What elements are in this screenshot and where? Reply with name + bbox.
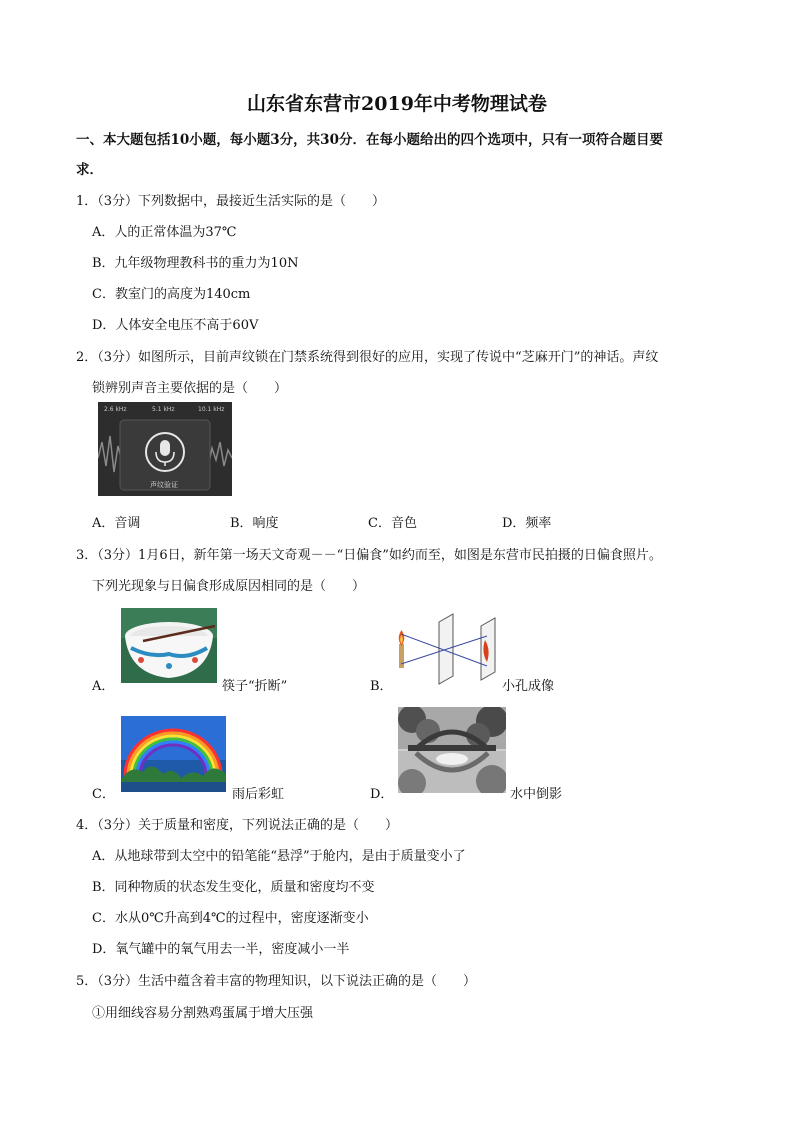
water-reflection-image: [398, 707, 506, 793]
q3-option-d-caption: 水中倒影: [510, 787, 563, 802]
q2-option-b: B．响度: [230, 516, 279, 531]
page-title: 山东省东营市2019年中考物理试卷: [247, 93, 547, 115]
question-4-stem: 4．（3分）关于质量和密度，下列说法正确的是（ ）: [76, 818, 399, 833]
voiceprint-lock-image: [98, 402, 232, 496]
image-label-verify: 声纹验证: [150, 481, 178, 489]
q2-option-c: C．音色: [368, 516, 417, 531]
q4-option-b: B．同种物质的状态发生变化，质量和密度均不变: [92, 880, 375, 895]
q1-option-c: C．教室门的高度为140cm: [92, 287, 251, 302]
question-3-stem-line2: 下列光现象与日偏食形成原因相同的是（ ）: [92, 579, 366, 594]
q3-option-d-letter: D．: [370, 787, 394, 802]
q1-option-b: B．九年级物理教科书的重力为10N: [92, 256, 299, 271]
q3-option-b-letter: B．: [370, 679, 393, 694]
q4-option-a: A．从地球带到太空中的铅笔能“悬浮”于舱内，是由于质量变小了: [92, 849, 466, 864]
rainbow-image: [121, 716, 226, 792]
image-label-freq3: 10.1 kHz: [198, 406, 225, 413]
image-label-freq2: 5.1 kHz: [152, 406, 175, 413]
q1-option-a: A．人的正常体温为37℃: [92, 225, 237, 240]
section-heading-line2: 求．: [76, 162, 103, 178]
q3-option-b-caption: 小孔成像: [502, 679, 555, 694]
bowl-illustration: [121, 608, 217, 683]
q3-option-a-caption: 筷子“折断”: [222, 679, 288, 694]
q2-option-a: A．音调: [92, 516, 141, 531]
q3-option-c-letter: C．: [92, 787, 115, 802]
chopstick-bowl-image: [121, 608, 217, 683]
q2-option-d: D．频率: [502, 516, 552, 531]
q1-option-d: D．人体安全电压不高于60V: [92, 318, 259, 333]
question-5-stem: 5．（3分）生活中蕴含着丰富的物理知识，以下说法正确的是（ ）: [76, 974, 477, 989]
pinhole-camera-image: [395, 610, 499, 686]
q3-option-c-caption: 雨后彩虹: [232, 787, 285, 802]
bridge-reflection-illustration: [398, 707, 506, 793]
q4-option-d: D．氧气罐中的氧气用去一半，密度减小一半: [92, 942, 350, 957]
question-2-stem-line2: 锁辨别声音主要依据的是（ ）: [92, 381, 288, 396]
rainbow-illustration: [121, 716, 226, 792]
question-3-stem-line1: 3．（3分）1月6日，新年第一场天文奇观－－“日偏食”如约而至，如图是东营市民拍摄的日偏食照片。: [76, 548, 662, 563]
image-label-freq1: 2.6 kHz: [104, 406, 127, 413]
section-heading-line1: 一、本大题包括10小题，每小题3分，共30分．在每小题给出的四个选项中，只有一项符合题目要: [76, 132, 663, 148]
pinhole-diagram: [395, 610, 499, 686]
q5-item-1: ①用细线容易分割熟鸡蛋属于增大压强: [92, 1006, 314, 1021]
q4-option-c: C．水从0℃升高到4℃的过程中，密度逐渐变小: [92, 911, 369, 926]
question-2-stem-line1: 2．（3分）如图所示，目前声纹锁在门禁系统得到很好的应用，实现了传说中“芝麻开门”的神话。声纹: [76, 350, 659, 365]
q3-option-a-letter: A．: [92, 679, 115, 694]
question-1-stem: 1．（3分）下列数据中，最接近生活实际的是（ ）: [76, 194, 386, 209]
